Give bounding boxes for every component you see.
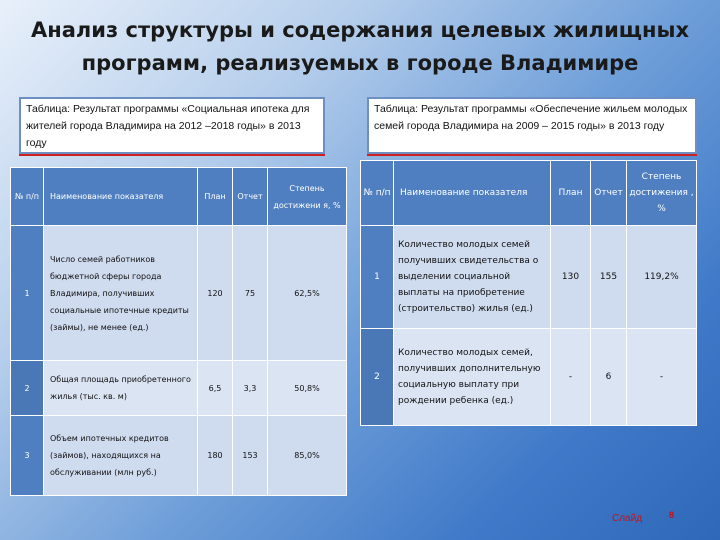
degree-value: 119,2%: [627, 226, 697, 329]
report-value: 155: [591, 226, 627, 329]
row-number: 1: [11, 226, 44, 361]
indicator-name: Количество молодых семей, получивших дополнительную социальную выплату при рождении ребенка (ед.): [394, 329, 551, 426]
column-header-number: № п/п: [361, 161, 394, 226]
row-number: 3: [11, 416, 44, 496]
indicator-name: Число семей работников бюджетной сферы города Владимира, получивших социальные ипотечные кредиты (займы), не менее (ед.): [44, 226, 198, 361]
table-row: [11, 361, 347, 416]
degree-value: 85,0%: [268, 416, 347, 496]
column-header-indicator: Наименование показателя: [394, 161, 551, 226]
plan-value: 130: [551, 226, 591, 329]
report-value: 153: [233, 416, 268, 496]
table2-young-families: [360, 160, 697, 426]
row-number: 2: [361, 329, 394, 426]
table1-caption-underline: [19, 154, 325, 156]
page-title: Анализ структуры и содержания целевых жилищных программ, реализуемых в городе Владимире: [30, 18, 690, 75]
report-value: 75: [233, 226, 268, 361]
table-header-row: [361, 161, 697, 226]
row-number: 1: [361, 226, 394, 329]
indicator-name: Объем ипотечных кредитов (займов), находящихся на обслуживании (млн руб.): [44, 416, 198, 496]
column-header-plan: План: [551, 161, 591, 226]
report-value: 6: [591, 329, 627, 426]
degree-value: 62,5%: [268, 226, 347, 361]
table-row: [361, 329, 697, 426]
indicator-name: Общая площадь приобретенного жилья (тыс. кв. м): [44, 361, 198, 416]
table1-social-mortgage: [10, 167, 347, 496]
column-header-plan: План: [198, 168, 233, 226]
table2-caption-underline: [367, 154, 697, 156]
degree-value: -: [627, 329, 697, 426]
column-header-report: Отчет: [591, 161, 627, 226]
indicator-name: Количество молодых семей получивших свидетельства о выделении социальной выплаты на приобретение (строительство) жилья (ед.): [394, 226, 551, 329]
table-row: [11, 226, 347, 361]
plan-value: -: [551, 329, 591, 426]
table2-caption: Таблица: Результат программы «Обеспечение жильем молодых семей города Владимира на 2009 – 2015 годы» в 2013 году: [367, 97, 697, 154]
table-header-row: [11, 168, 347, 226]
slide-label: Слайд: [612, 513, 643, 524]
column-header-degree: Степень достижени я, %: [268, 168, 347, 226]
slide-number: 8: [669, 510, 675, 520]
plan-value: 120: [198, 226, 233, 361]
plan-value: 6,5: [198, 361, 233, 416]
column-header-degree: Степень достижения , %: [627, 161, 697, 226]
report-value: 3,3: [233, 361, 268, 416]
table-row: [361, 226, 697, 329]
row-number: 2: [11, 361, 44, 416]
table-row: [11, 416, 347, 496]
degree-value: 50,8%: [268, 361, 347, 416]
plan-value: 180: [198, 416, 233, 496]
column-header-report: Отчет: [233, 168, 268, 226]
column-header-number: № п/п: [11, 168, 44, 226]
column-header-indicator: Наименование показателя: [44, 168, 198, 226]
table1-caption: Таблица: Результат программы «Социальная ипотека для жителей города Владимира на 2012 –2018 годы» в 2013 году: [19, 97, 325, 154]
